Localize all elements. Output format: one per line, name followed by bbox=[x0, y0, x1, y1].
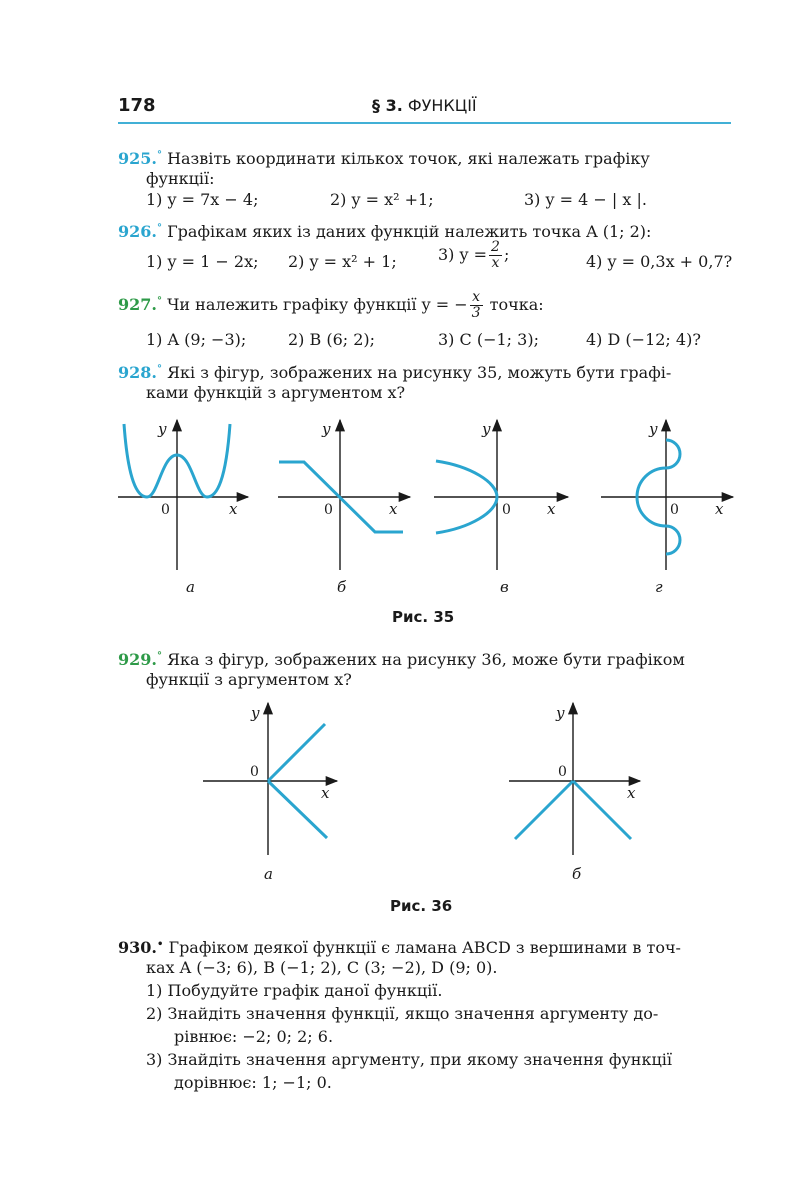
fig35-graph-a bbox=[118, 420, 248, 596]
ex926-opt3-prefix: 3) bbox=[438, 245, 455, 264]
ex926-text: Графікам яких із даних функцій належить точка A (1; 2): bbox=[167, 222, 652, 241]
fig36a-label: а bbox=[264, 865, 273, 883]
ex927-frac-den: 3 bbox=[471, 305, 481, 321]
ex926-frac-num: 2 bbox=[491, 239, 500, 255]
fig35v-origin: 0 bbox=[502, 502, 511, 518]
fig36a-origin: 0 bbox=[250, 764, 259, 780]
ex925-opt1: 1) y = 7x − 4; bbox=[146, 190, 259, 209]
fig35a-origin: 0 bbox=[161, 502, 170, 518]
ex926-mark: ° bbox=[156, 223, 162, 234]
fig35-graph-v bbox=[434, 420, 568, 596]
fig35a-y-label: y bbox=[158, 420, 167, 438]
ex928-line2: ками функцій з аргументом x? bbox=[146, 383, 406, 402]
fig35b-origin: 0 bbox=[324, 502, 333, 518]
fig35g-y-label: y bbox=[649, 420, 658, 438]
ex925-number: 925. bbox=[118, 149, 157, 168]
ex927-text-end: точка: bbox=[489, 295, 544, 314]
ex927-opt3: 3) C (−1; 3); bbox=[438, 330, 539, 349]
ex927-opt1: 1) A (9; −3); bbox=[146, 330, 247, 349]
ex925-line2: функції: bbox=[146, 169, 215, 188]
ex925-opt2: 2) y = x² +1; bbox=[330, 190, 434, 209]
fig36b-origin: 0 bbox=[558, 764, 567, 780]
fig36a-ray-up bbox=[268, 724, 325, 781]
ex925-opt3: 3) y = 4 − | x |. bbox=[524, 190, 647, 209]
fig36a-x-label: x bbox=[321, 784, 330, 802]
ex930-mark: • bbox=[156, 939, 164, 950]
ex930-item3-line2: дорівнює: 1; −1; 0. bbox=[174, 1073, 332, 1092]
fig35-caption: Рис. 35 bbox=[392, 608, 455, 626]
ex928-mark: ° bbox=[156, 364, 162, 375]
fig36b-label: б bbox=[572, 865, 582, 883]
fig36b-ray-right bbox=[573, 781, 631, 839]
fig35g-origin: 0 bbox=[670, 502, 679, 518]
ex926-opt1: 1) y = 1 − 2x; bbox=[146, 252, 259, 271]
ex930-item3-line1: 3) Знайдіть значення аргументу, при якому значення функції bbox=[146, 1050, 672, 1069]
fig36a-ray-down bbox=[268, 781, 327, 838]
fig35b-label: б bbox=[337, 578, 347, 596]
fig36b-ray-left bbox=[515, 781, 573, 839]
ex929-text: Яка з фігур, зображених на рисунку 36, може бути графіком bbox=[167, 650, 685, 669]
ex926-opt2: 2) y = x² + 1; bbox=[288, 252, 397, 271]
fig36a-y-label: y bbox=[251, 704, 260, 722]
ex930-text: Графіком деякої функції є ламана ABCD з вершинами в точ- bbox=[168, 938, 681, 957]
fig35b-y-label: y bbox=[322, 420, 331, 438]
ex927-number: 927. bbox=[118, 295, 157, 314]
ex930-number: 930. bbox=[118, 938, 157, 957]
fig35-graph-g bbox=[601, 420, 733, 596]
ex930-item2-line1: 2) Знайдіть значення функції, якщо значення аргументу до- bbox=[146, 1004, 659, 1023]
fig35-graph-b bbox=[278, 420, 410, 596]
ex930-line2: ках A (−3; 6), B (−1; 2), C (3; −2), D (9; 0). bbox=[146, 958, 498, 977]
fig35v-label: в bbox=[500, 578, 509, 596]
fig36b-y-label: y bbox=[556, 704, 565, 722]
ex926-frac-den: x bbox=[491, 255, 500, 271]
ex929-number: 929. bbox=[118, 650, 157, 669]
ex927-mark: ° bbox=[156, 296, 162, 307]
fig36-graph-a bbox=[203, 703, 337, 883]
ex927-opt4: 4) D (−12; 4)? bbox=[586, 330, 701, 349]
ex928-text: Які з фігур, зображених на рисунку 35, можуть бути графі- bbox=[167, 363, 672, 382]
ex926-opt3-lhs: y = bbox=[459, 245, 488, 264]
ex927-opt2: 2) B (6; 2); bbox=[288, 330, 376, 349]
fig36-graph-b bbox=[509, 703, 640, 883]
fig35g-label: г bbox=[655, 578, 663, 596]
ex930-item2-line2: рівнює: −2; 0; 2; 6. bbox=[174, 1027, 334, 1046]
fig35a-x-label: x bbox=[229, 500, 238, 518]
fig35b-x-label: x bbox=[389, 500, 398, 518]
ex927-frac-num: x bbox=[470, 290, 483, 306]
fig35v-y-label: y bbox=[482, 420, 491, 438]
ex927-text: Чи належить графіку функції bbox=[167, 295, 417, 314]
ex926-opt4: 4) y = 0,3x + 0,7? bbox=[586, 252, 733, 271]
ex925-mark: ° bbox=[156, 150, 162, 161]
section-mark: § 3. bbox=[372, 96, 403, 115]
ex929-line2: функції з аргументом x? bbox=[146, 670, 352, 689]
fig36-caption: Рис. 36 bbox=[390, 897, 453, 915]
section-title: ФУНКЦІЇ bbox=[407, 96, 477, 115]
ex930-item1: 1) Побудуйте графік даної функції. bbox=[146, 981, 443, 1000]
ex928-number: 928. bbox=[118, 363, 157, 382]
ex927-func-lhs: y = − bbox=[421, 295, 468, 314]
page-number: 178 bbox=[118, 95, 156, 116]
ex925-text: Назвіть координати кількох точок, які належать графіку bbox=[167, 149, 650, 168]
fig36b-x-label: x bbox=[627, 784, 636, 802]
ex929-mark: ° bbox=[156, 651, 162, 662]
fig35g-x-label: x bbox=[715, 500, 724, 518]
fig35a-label: а bbox=[186, 578, 195, 596]
ex926-opt3-suffix: ; bbox=[503, 245, 510, 264]
fig35v-x-label: x bbox=[547, 500, 556, 518]
ex926-number: 926. bbox=[118, 222, 157, 241]
